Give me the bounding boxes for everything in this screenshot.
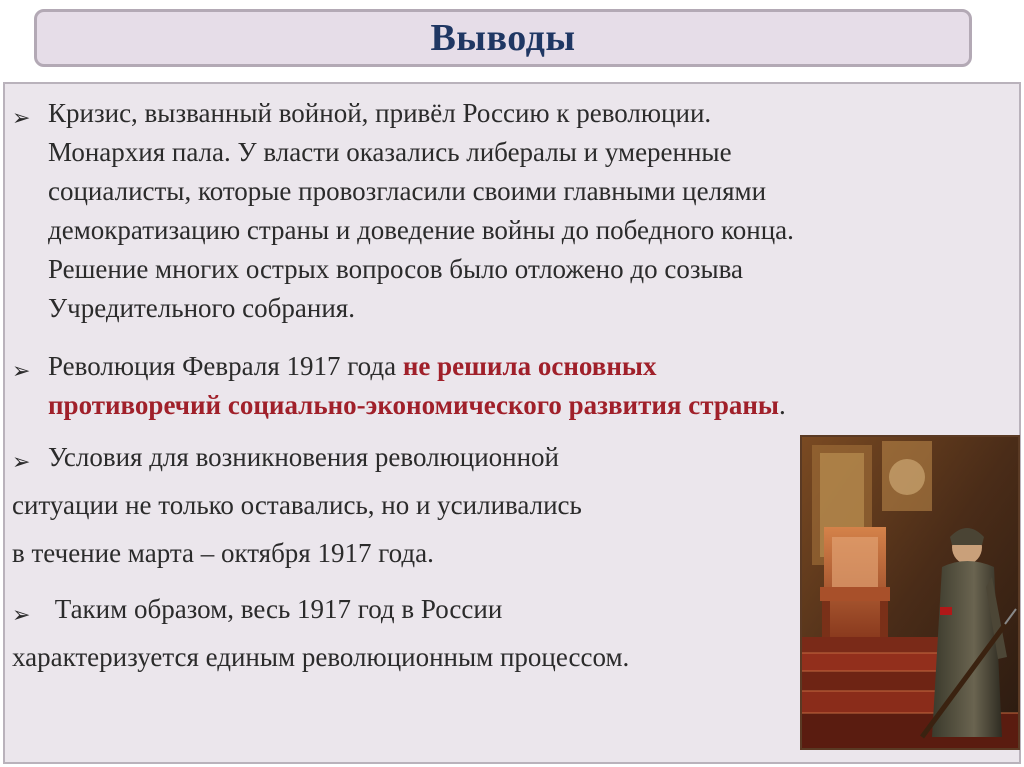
page-title: Выводы [430, 17, 576, 59]
bullet-icon: ➢ [12, 105, 31, 130]
bullet-1-line-5: Решение многих острых вопросов было отложено до созыва [48, 254, 744, 284]
title-box [34, 9, 972, 67]
bullet-1-line-2: Монархия пала. У власти оказались либералы и умеренные [48, 137, 732, 167]
bullet-icon: ➢ [12, 358, 31, 383]
bullet-1-line-6: Учредительного собрания. [48, 293, 355, 323]
bullet-2-line-1 [48, 347, 656, 386]
bullet-2-line-2 [48, 386, 786, 425]
historical-painting-image [800, 435, 1020, 750]
painting-illustration [802, 437, 1018, 748]
bullet-1-line-1: Кризис, вызванный войной, привёл Россию к революции. [48, 98, 712, 128]
bullet-icon: ➢ [12, 602, 31, 627]
bullet-2-plain: Революция Февраля 1917 года [48, 351, 403, 381]
bullet-3-line-1: Условия для возникновения революционной [48, 442, 559, 472]
bullet-3-line-2: ситуации не только оставались, но и усиливались [12, 490, 582, 520]
bullet-4-line-1: Таким образом, весь 1917 год в России [48, 594, 503, 624]
bullet-1-line-4: демократизацию страны и доведение войны до победного конца. [48, 215, 794, 245]
bullet-4-line-2: характеризуется единым революционным процессом. [12, 642, 630, 672]
bullet-3-line-3: в течение марта – октября 1917 года. [12, 538, 434, 568]
bullet-1-line-3: социалисты, которые провозгласили своими главными целями [48, 176, 767, 206]
bullet-icon: ➢ [12, 449, 31, 474]
bullet-2-tail: . [779, 390, 786, 420]
bullet-2-highlight-2: противоречий социально-экономического развития страны [48, 390, 779, 420]
bullet-2-highlight-1: не решила основных [402, 351, 657, 381]
